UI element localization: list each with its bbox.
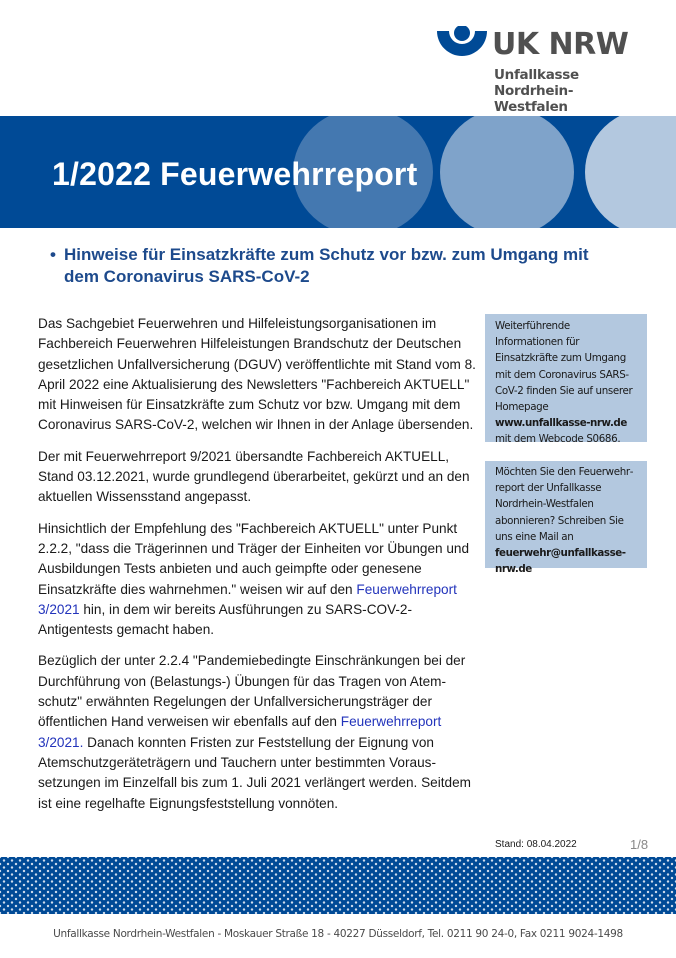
feuerwehrreport-3-2021-link[interactable]: Feuerwehrreport 3/2021. (38, 714, 442, 750)
paragraph-text: Danach konnten Fristen zur Feststellung der Eignung von Atemschutzgeräteträgern und Tauchern unter bestimmten Voraussetzungen im Einzelfall bis zum 1. Juli 2021 verlängert werden. Seitdem ist eine regelhafte Eignungsfeststellung vonnöten. (38, 734, 471, 811)
paragraph: Der mit Feuerwehrreport 9/2021 übersandte Fachbereich AKTUELL, Stand 03.12.2021, wurde grundlegend überarbeitet, gekürzt und an den aktuellen Wissensstand angepasst. (38, 448, 470, 505)
paragraph (38, 651, 478, 813)
logo-subtitle-line1: Unfallkasse (494, 67, 579, 83)
section-heading-text: Hinweise für Einsatzkräfte zum Schutz vor bzw. zum Umgang mit dem Coronavirus SARS-CoV-2 (64, 245, 589, 286)
page-title: 1/2022 Feuerwehrreport (52, 156, 418, 192)
info-box-subscribe (485, 461, 647, 576)
logo-subtitle-line2: Nordrhein-Westfalen (494, 83, 574, 115)
email-link[interactable]: feuerwehr@unfallkasse-nrw.de (495, 547, 626, 576)
paragraph-text: Bezüglich der unter 2.2.4 "Pandemiebedingte Einschränkungen bei der Durchführung von (Belastungs-) Übungen für das Tragen von Atemschutz" erwähnten Regelungen der Unfallversicherungsträger der öffentlichen Hand verweisen wir ebenfalls auf den (38, 653, 466, 730)
info-box-text: Möchten Sie den Feuerwehrreport der Unfallkasse Nordrhein-Westfalen abonnieren? Schreiben Sie uns eine Mail an (495, 466, 634, 543)
logo-title: UK NRW (492, 27, 629, 62)
uk-nrw-logo-icon (437, 26, 487, 62)
info-box-homepage (485, 314, 647, 446)
paragraph-text: Hinsichtlich der Empfehlung des "Fachbereich AKTUELL" unter Punkt 2.2.2, "dass die Trägerinnen und Träger der Einheiten vor Übungen und Ausbildungen Tests anbieten und auch geimpfte oder genesene Einsatzkräfte dies wahrnehmen." weisen wir auf den (38, 520, 470, 597)
bullet-icon: • (50, 245, 56, 264)
feuerwehrreport-3-2021-link[interactable]: Feuerwehrreport 3/2021 (38, 581, 457, 617)
banner-circle-decoration (440, 116, 574, 228)
paragraph-text: hin, in dem wir bereits Ausführungen zu SARS-COV-2-Antigentests gemacht haben. (38, 601, 413, 638)
dotted-footer-band (0, 857, 676, 914)
title-banner (0, 116, 676, 228)
banner-circle-decoration (585, 116, 676, 228)
paragraph (38, 519, 478, 641)
uk-nrw-logo (437, 26, 637, 115)
footer-address: Unfallkasse Nordrhein-Westfalen - Moskauer Straße 18 - 40227 Düsseldorf, Tel. 0211 90 24-0, Fax 0211 9024-1498 (53, 928, 623, 940)
main-content (38, 314, 478, 825)
homepage-url-link[interactable]: www.unfallkasse-nrw.de (495, 417, 627, 430)
paragraph: Das Sachgebiet Feuerwehren und Hilfeleistungsorganisationen im Fachbereich Feuerwehren Hilfeleistungen Brandschutz der Deutschen gesetzlichen Unfallversicherung (DGUV) veröffentlichte mit Stand vom 8. April 2022 eine Aktualisierung des Newsletters "Fachbereich AKTUELL" mit Hinweisen für Einsatzkräfte zum Schutz vor bzw. Umgang mit dem Coronavirus SARS-CoV-2, welchen wir Ihnen in der Anlage übersenden. (38, 316, 476, 433)
info-box-webcode: mit dem Webcode S0686. (495, 433, 621, 446)
logo-subtitle (494, 67, 637, 115)
section-heading (50, 244, 610, 288)
stand-date: Stand: 08.04.2022 (495, 839, 577, 850)
info-box-text: Weiterführende Informationen für Einsatzkräfte zum Umgang mit dem Coronavirus SARS-CoV-2 finden Sie auf unserer Homepage (495, 320, 633, 414)
page-number: 1/8 (630, 837, 649, 852)
